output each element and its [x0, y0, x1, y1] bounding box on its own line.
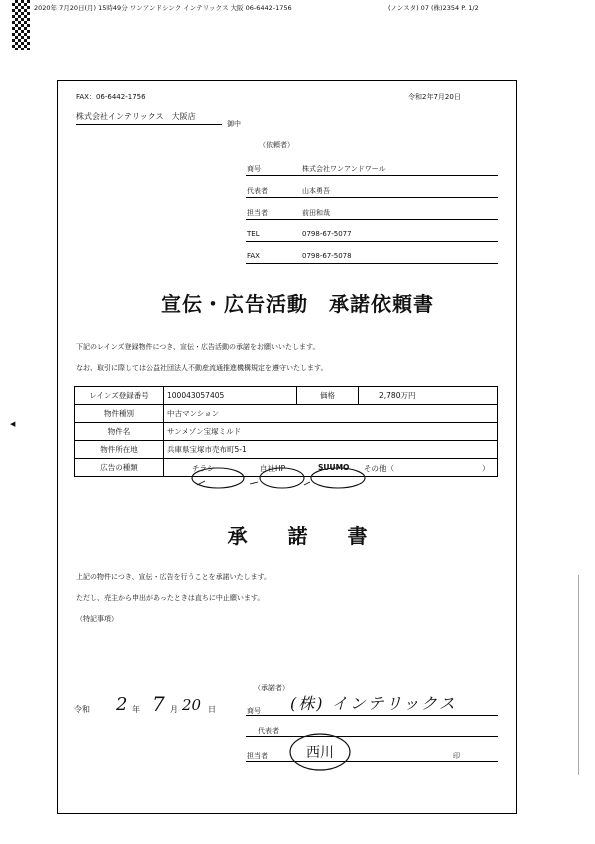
approval-day-unit: 日	[208, 705, 216, 714]
recipient-company: 株式会社インテリックス 大阪店	[76, 112, 196, 121]
seal-mark: 印	[453, 752, 460, 760]
circle-flyer	[192, 468, 244, 488]
fax-page-number: (ノンスタ) 07 (株)2354 P. 1/2	[388, 4, 479, 12]
circle-suumo	[311, 468, 365, 488]
approver-title: （承諾者）	[254, 684, 289, 692]
requester-label-company: 商号	[247, 165, 261, 173]
fax-transmission-header: 2020年 7月20日(月) 15時49分 ワンアンドシンク インテリックス 大阪 06-6442-1756	[34, 4, 292, 12]
requester-label-staff: 担当者	[247, 209, 268, 217]
document-date: 令和2年7月20日	[408, 93, 461, 101]
address-value: 兵庫県宝塚市売布町5-1	[164, 441, 498, 459]
requester-value-company: 株式会社ワンアンドワール	[302, 165, 386, 173]
circle-tails	[197, 481, 310, 485]
consent-title: 承 諾 書	[227, 524, 368, 548]
circle-website	[260, 468, 304, 488]
media-label: 広告の種類	[75, 459, 164, 477]
reins-label: レインズ登録番号	[75, 387, 164, 405]
media-option-flyer: チラシ	[192, 464, 215, 473]
type-value: 中古マンション	[164, 405, 498, 423]
approval-year: 2	[116, 694, 128, 715]
consent-line-1: 上記の物件につき、宣伝・広告を行うことを承諾いたします。	[76, 573, 272, 581]
approval-era: 令和	[74, 705, 90, 714]
intro-line-1: 下記のレインズ登録物件につき、宣伝・広告活動の承諾をお願いいたします。	[76, 343, 320, 351]
requester-value-fax: 0798-67-5078	[302, 252, 352, 260]
requester-title: （依頼者）	[259, 141, 294, 149]
requester-label-fax: FAX	[247, 252, 260, 260]
media-option-website: 自社HP	[260, 464, 286, 473]
media-option-close: ）	[482, 464, 490, 473]
recipient-honorific: 御中	[227, 120, 241, 128]
name-label: 物件名	[75, 423, 164, 441]
main-title: 宣伝・広告活動 承諾依頼書	[161, 292, 434, 316]
address-label: 物件所在地	[75, 441, 164, 459]
requester-value-staff: 前田和哉	[302, 209, 330, 217]
name-value: サンメゾン宝塚ミルド	[164, 423, 498, 441]
reins-value: 100043057405	[164, 387, 297, 405]
approval-day: 20	[182, 696, 202, 714]
type-label: 物件種別	[75, 405, 164, 423]
approver-company-label: 商号	[247, 707, 261, 715]
approval-year-unit: 年	[132, 705, 140, 714]
approver-rep-label: 代表者	[258, 727, 279, 735]
intro-line-2: なお、取引に際しては公益社団法人不動産流通推進機構規定を遵守いたします。	[76, 364, 328, 372]
price-value: 2,780万円	[359, 387, 498, 405]
requester-value-tel: 0798-67-5077	[302, 230, 352, 238]
requester-label-rep: 代表者	[247, 187, 268, 195]
left-arrow-icon: ◀	[10, 420, 16, 428]
approver-line-1	[246, 715, 498, 716]
requester-label-tel: TEL	[247, 230, 260, 238]
stamp-text: 西川	[306, 745, 334, 761]
media-option-other: その他（	[364, 464, 394, 473]
media-option-suumo: SUUMO	[318, 463, 350, 472]
consent-line-2: ただし、売主から申出があったときは直ちに中止願います。	[76, 594, 265, 602]
special-notes-label: （特記事項）	[76, 615, 118, 623]
price-label: 価格	[297, 387, 359, 405]
approval-month: 7	[152, 692, 165, 716]
approval-month-unit: 月	[170, 705, 178, 714]
approver-company-value: (株) インテリックス	[290, 694, 457, 713]
personal-stamp	[280, 728, 360, 778]
fax-number: FAX：06-6442-1756	[76, 93, 146, 101]
requester-value-rep: 山本勇吾	[302, 187, 330, 195]
approver-staff-label: 担当者	[247, 752, 268, 760]
